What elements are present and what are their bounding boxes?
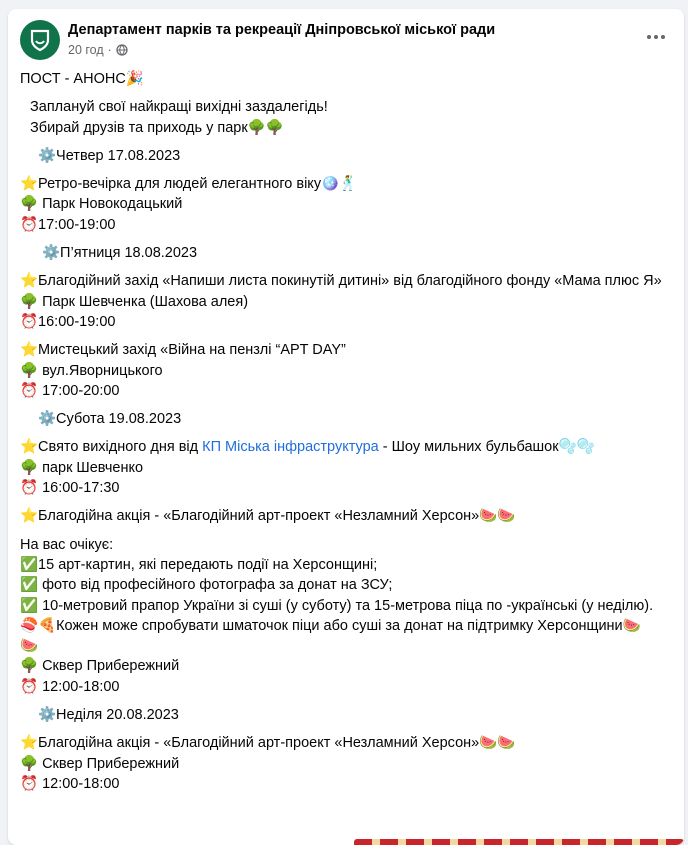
post-body: [20, 69, 670, 794]
page-avatar[interactable]: [20, 20, 60, 60]
event-time: ⏰ 16:00-17:30: [20, 480, 120, 497]
event-location: 🌳 парк Шевченко: [20, 459, 144, 476]
post-line: 🍣🍕Кожен може спробувати шматочок піци або суші за донат на підтримку Херсонщини🍉: [20, 617, 641, 634]
event-time: ⏰ 12:00-18:00: [20, 678, 120, 695]
post-time[interactable]: 20 год: [68, 43, 104, 57]
next-post-image-edge: [354, 839, 684, 845]
day-heading: ⚙️П’ятниця 18.08.2023: [42, 245, 198, 262]
post-card: [8, 9, 684, 845]
page-name-link[interactable]: Департамент парків та рекреації Дніпровської міської ради: [68, 22, 496, 38]
globe-icon: [116, 44, 128, 56]
checklist-item: ✅ фото від професійного фотографа за донат на ЗСУ;: [20, 577, 393, 594]
post-line: На вас очікує:: [20, 536, 114, 553]
event-location: 🌳 Парк Новокодацький: [20, 196, 183, 213]
day-heading: ⚙️Неділя 20.08.2023: [38, 707, 179, 724]
organization-link[interactable]: КП Міська інфраструктура: [202, 439, 379, 456]
event-location: 🌳 Сквер Прибережний: [20, 658, 180, 675]
post-line: Збирай друзів та приходь у парк🌳🌳: [30, 119, 284, 136]
day-heading: ⚙️Четвер 17.08.2023: [38, 147, 181, 164]
event-location: 🌳 Парк Шевченка (Шахова алея): [20, 293, 249, 310]
post-line: 🍉: [20, 638, 39, 655]
event-title: ⭐Благодійна акція - «Благодійний арт-проект «Незламний Херсон»🍉🍉: [20, 508, 516, 525]
event-time: ⏰17:00-19:00: [20, 216, 116, 233]
event-location: 🌳 вул.Яворницького: [20, 362, 163, 379]
checklist-item: ✅15 арт-картин, які передають події на Херсонщині;: [20, 556, 378, 573]
post-meta: 20 год ·: [68, 43, 128, 57]
event-title: ⭐Благодійна акція - «Благодійний арт-проект «Незламний Херсон»🍉🍉: [20, 735, 516, 752]
event-title: ⭐Ретро-вечірка для людей елегантного віку🪩🕺: [20, 176, 358, 193]
event-title: ⭐Мистецький захід «Війна на пензлі “APT DAY”: [20, 342, 346, 359]
event-title: ⭐Благодійний захід «Напиши листа покинутій дитині» від благодійного фонду «Мама плюс Я»: [20, 273, 662, 290]
shield-logo-icon: [29, 28, 51, 52]
event-title-text: - Шоу мильних бульбашок🫧🫧: [378, 439, 595, 456]
event-title-text: ⭐Свято вихідного дня від: [20, 439, 203, 456]
event-time: ⏰ 12:00-18:00: [20, 775, 120, 792]
event-title: [20, 437, 670, 457]
post-line: Заплануй свої найкращі вихідні заздалегідь!: [30, 99, 328, 116]
post-line: ПОСТ - АНОНС🎉: [20, 71, 144, 87]
event-time: ⏰ 17:00-20:00: [20, 382, 120, 399]
day-heading: ⚙️Субота 19.08.2023: [38, 411, 182, 428]
post-header: [8, 9, 684, 67]
event-time: ⏰16:00-19:00: [20, 313, 116, 330]
more-options-icon[interactable]: [644, 27, 668, 47]
checklist-item: ✅ 10-метровий прапор України зі суші (у суботу) та 15-метрова піца по -українські (у неділю).: [20, 597, 654, 614]
event-location: 🌳 Сквер Прибережний: [20, 755, 180, 772]
